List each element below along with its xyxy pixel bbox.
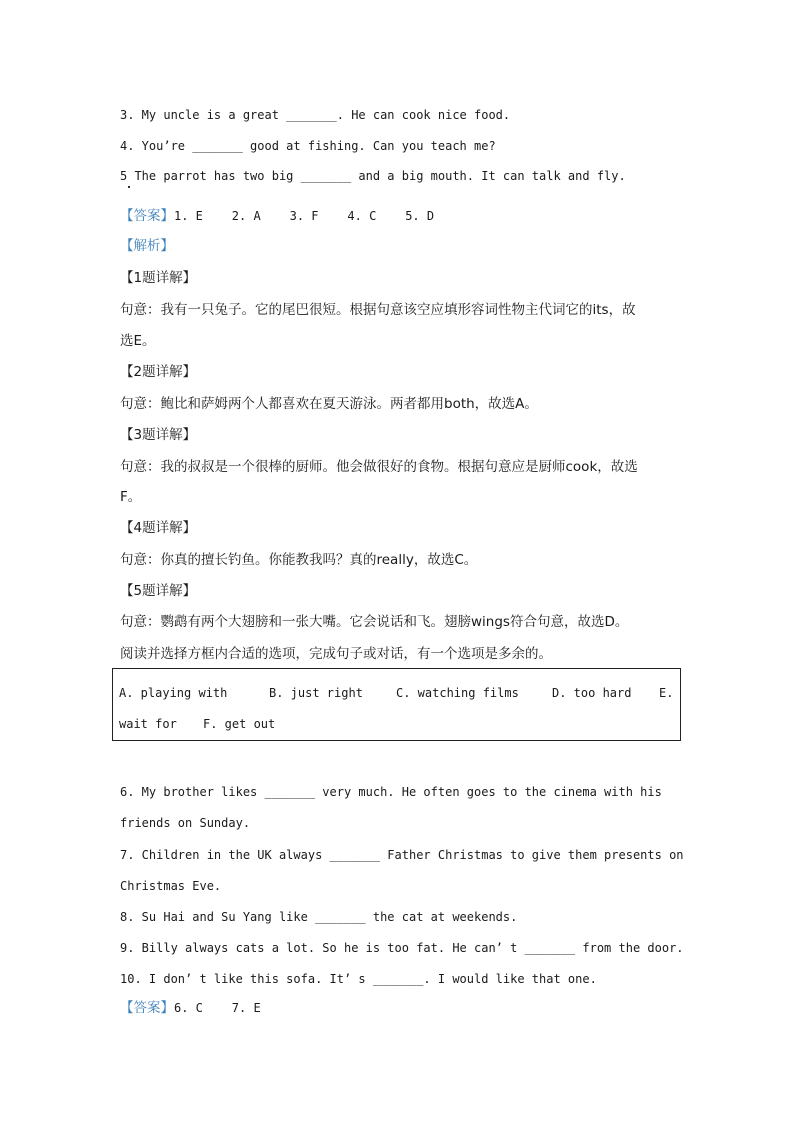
detail-1-title: 【1题详解】 bbox=[120, 270, 197, 286]
detail-2-line-1: 句意：鲍比和萨姆两个人都喜欢在夏天游泳。两者都用both，故选A。 bbox=[120, 396, 538, 412]
detail-4-line-1: 句意：你真的擅长钓鱼。你能教我吗？真的really，故选C。 bbox=[120, 552, 478, 568]
detail-5-title: 【5题详解】 bbox=[120, 583, 197, 599]
question-7-line-2: Christmas Eve. bbox=[120, 879, 222, 893]
detail-4-title: 【4题详解】 bbox=[120, 520, 197, 536]
question-6-line-2: friends on Sunday. bbox=[120, 816, 251, 830]
option-b: B. just right bbox=[269, 686, 363, 700]
answer-row-2 bbox=[120, 1000, 261, 1016]
answer-text-2: 6. C 7. E bbox=[174, 1001, 261, 1015]
detail-1-line-1: 句意：我有一只兔子。它的尾巴很短。根据句意该空应填形容词性物主代词它的its，故 bbox=[120, 302, 636, 318]
answer-tag: 【答案】 bbox=[120, 208, 174, 224]
question-7-line-1: 7. Children in the UK always _______ Father Christmas to give them presents on bbox=[120, 848, 684, 862]
detail-3-title: 【3题详解】 bbox=[120, 427, 197, 443]
option-d: D. too hard bbox=[552, 686, 632, 700]
options-box bbox=[112, 668, 681, 741]
question-5: 5 The parrot has two big _______ and a big mouth. It can talk and fly. bbox=[120, 169, 626, 183]
analysis-tag: 【解析】 bbox=[120, 238, 174, 254]
question-4: 4. You’re _______ good at fishing. Can you teach me? bbox=[120, 139, 496, 153]
option-e-letter: E. bbox=[659, 686, 674, 700]
question-8: 8. Su Hai and Su Yang like _______ the cat at weekends. bbox=[120, 910, 518, 924]
question-9: 9. Billy always cats a lot. So he is too fat. He can’ t _______ from the door. bbox=[120, 941, 684, 955]
question-3: 3. My uncle is a great _______. He can cook nice food. bbox=[120, 108, 511, 122]
option-f: F. get out bbox=[203, 717, 276, 731]
option-c: C. watching films bbox=[396, 686, 519, 700]
answer-row-1 bbox=[120, 208, 434, 224]
option-a: A. playing with bbox=[119, 686, 228, 700]
option-e-text: wait for bbox=[119, 717, 177, 731]
detail-5-line-1: 句意：鹦鹉有两个大翅膀和一张大嘴。它会说话和飞。翅膀wings符合句意，故选D。 bbox=[120, 614, 629, 630]
stray-dot bbox=[128, 186, 130, 188]
detail-3-line-1: 句意：我的叔叔是一个很棒的厨师。他会做很好的食物。根据句意应是厨师cook，故选 bbox=[120, 459, 638, 475]
detail-1-line-2: 选E。 bbox=[120, 333, 156, 349]
detail-2-title: 【2题详解】 bbox=[120, 364, 197, 380]
question-6-line-1: 6. My brother likes _______ very much. He often goes to the cinema with his bbox=[120, 785, 662, 799]
part-2-instruction: 阅读并选择方框内合适的选项，完成句子或对话，有一个选项是多余的。 bbox=[120, 646, 552, 662]
question-10: 10. I don’ t like this sofa. It’ s _______. I would like that one. bbox=[120, 972, 597, 986]
answer-tag-2: 【答案】 bbox=[120, 1000, 174, 1016]
detail-3-line-2: F。 bbox=[120, 489, 142, 505]
answer-text: 1. E 2. A 3. F 4. C 5. D bbox=[174, 209, 435, 223]
